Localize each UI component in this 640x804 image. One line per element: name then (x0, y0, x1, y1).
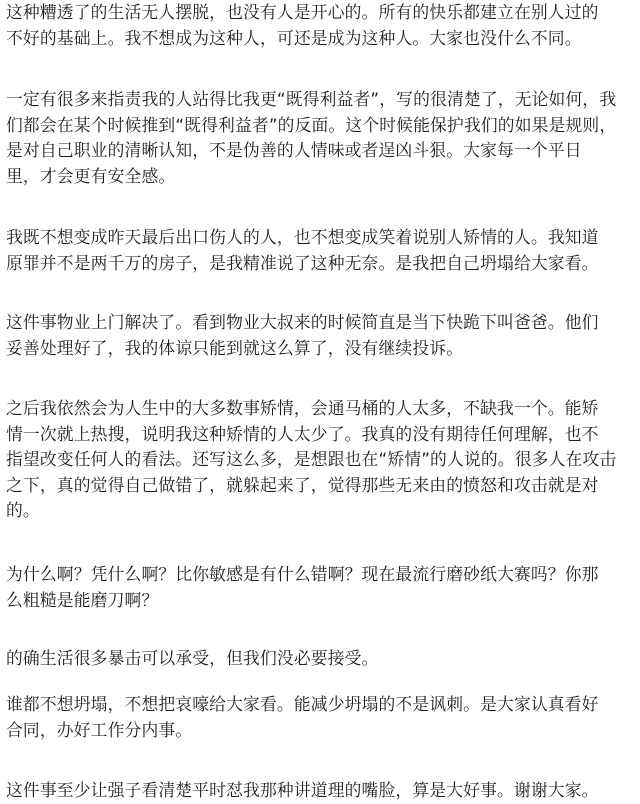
paragraph-8 (0, 692, 609, 743)
paragraph-3 (0, 225, 609, 276)
text-line: 原罪并不是两千万的房子，是我精准说了这种无奈。是我把自己坍塌给大家看。 (6, 252, 599, 273)
text-line: 之下，真的觉得自己做错了，就躲起来了，觉得那些无来由的愤怒和攻击就是对 (6, 474, 599, 495)
text-line: 么粗糙是能磨刀啊？ (6, 589, 159, 610)
paragraph-9 (0, 778, 609, 804)
text-line: 合同，办好工作分内事。 (6, 719, 193, 740)
text-line: 这件事物业上门解决了。看到物业大叔来的时候简直是当下快跪下叫爸爸。他们 (6, 312, 599, 332)
paragraph-2 (0, 87, 626, 189)
text-line: 里，才会更有安全感。 (6, 165, 176, 186)
text-line: 这种糟透了的生活无人摆脱，也没有人是开心的。所有的快乐都建立在别人过的 (6, 2, 599, 22)
text-line: 情一次就上热搜，说明我这种矫情的人太少了。我真的没有期待任何理解，也不 (6, 423, 599, 444)
text-line: 的确生活很多暴击可以承受，但我们没必要接受。 (6, 648, 379, 668)
paragraph-6 (0, 562, 609, 613)
text-line: 谁都不想坍塌，不想把哀嚎给大家看。能减少坍塌的不是讽刺。是大家认真看好 (6, 694, 599, 714)
text-line: 为什么啊？凭什么啊？比你敏感是有什么错啊？现在最流行磨砂纸大赛吗？你那 (6, 564, 599, 584)
text-line: 之后我依然会为人生中的大多数事矫情，会通马桶的人太多，不缺我一个。能矫 (6, 398, 599, 418)
text-line: 妥善处理好了，我的体谅只能到就这么算了，没有继续投诉。 (6, 337, 464, 358)
paragraph-5 (0, 396, 626, 524)
text-line: 们都会在某个时候推到“既得利益者”的反面。这个时候能保护我们的如果是规则， (6, 114, 617, 135)
text-line: 的。 (6, 500, 40, 520)
text-line: 这件事至少让强子看清楚平时怼我那种讲道理的嘴脸，算是大好事。谢谢大家。 (6, 780, 599, 800)
text-line: 指望改变任何人的看法。还写这么多，是想跟也在“矫情”的人说的。很多人在攻击 (6, 449, 617, 469)
paragraph-4 (0, 310, 609, 361)
text-line: 我既不想变成昨天最后出口伤人的人，也不想变成笑着说别人矫情的人。我知道 (6, 227, 599, 247)
text-line: 是对自己职业的清晰认知，不是伪善的人情味或者逞凶斗狠。大家每一个平日 (6, 140, 582, 160)
text-line: 不好的基础上。我不想成为这种人，可还是成为这种人。大家也没什么不同。 (6, 27, 582, 48)
paragraph-1 (0, 0, 609, 51)
paragraph-7 (0, 646, 389, 672)
text-line: 一定有很多来指责我的人站得比我更“既得利益者”，写的很清楚了，无论如何，我 (6, 89, 617, 109)
